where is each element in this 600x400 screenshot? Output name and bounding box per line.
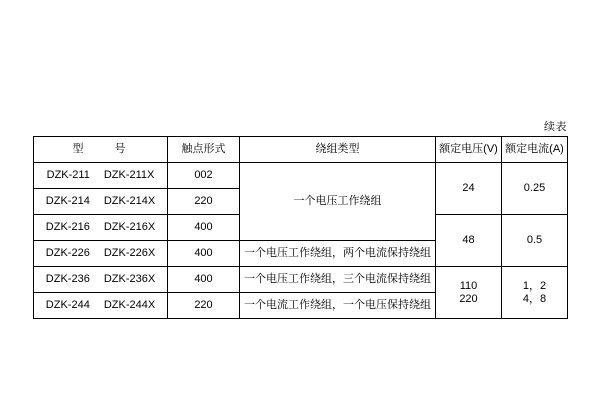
cell-contact-form: 400 [168,215,240,241]
model-code-b: DZK-244X [103,299,156,312]
model-code-a: DZK-216 [45,221,90,234]
specification-table [33,136,568,319]
cell-model [34,163,168,189]
continued-table-label: 续表 [544,121,567,133]
cell-contact-form: 220 [168,189,240,215]
model-code-a: DZK-211 [46,169,90,182]
cell-winding-type: 一个电流工作绕组，一个电压保持绕组 [240,293,436,319]
header-contact-form: 触点形式 [168,137,240,163]
cell-model [34,215,168,241]
current-value-4-8: 4，8 [522,292,547,305]
model-code-a: DZK-214 [45,195,90,208]
cell-contact-form: 400 [168,267,240,293]
table-header-row [34,137,568,163]
cell-contact-form: 220 [168,293,240,319]
model-code-b: DZK-216X [103,221,156,234]
cell-model [34,241,168,267]
header-rated-current: 额定电流(A) [502,137,568,163]
model-code-b: DZK-214X [103,195,156,208]
cell-rated-voltage-1: 24 [436,163,502,215]
voltage-value-220: 220 [459,292,478,305]
current-value-1-2: 1，2 [522,279,547,292]
cell-winding-type: 一个电压工作绕组，三个电流保持绕组 [240,267,436,293]
model-code-b: DZK-236X [103,273,156,286]
header-rated-voltage: 额定电压(V) [436,137,502,163]
cell-contact-form: 002 [168,163,240,189]
model-code-a: DZK-236 [45,273,90,286]
cell-winding-type: 一个电压工作绕组，两个电流保持绕组 [240,241,436,267]
cell-rated-current-3 [502,267,568,319]
voltage-value-110: 110 [459,279,478,292]
cell-contact-form: 400 [168,241,240,267]
cell-rated-voltage-3 [436,267,502,319]
cell-rated-current-2: 0.5 [502,215,568,267]
model-code-a: DZK-244 [45,299,90,312]
cell-model [34,267,168,293]
cell-winding-type-merged: 一个电压工作绕组 [240,163,436,241]
cell-rated-current-1: 0.25 [502,163,568,215]
cell-model [34,189,168,215]
header-winding-type: 绕组类型 [240,137,436,163]
model-code-b: DZK-226X [103,247,156,260]
model-code-a: DZK-226 [45,247,90,260]
cell-rated-voltage-2: 48 [436,215,502,267]
cell-model [34,293,168,319]
table-row [34,163,568,189]
header-model: 型 号 [34,137,168,163]
table-row [34,267,568,293]
model-code-b: DZK-211X [103,169,155,182]
